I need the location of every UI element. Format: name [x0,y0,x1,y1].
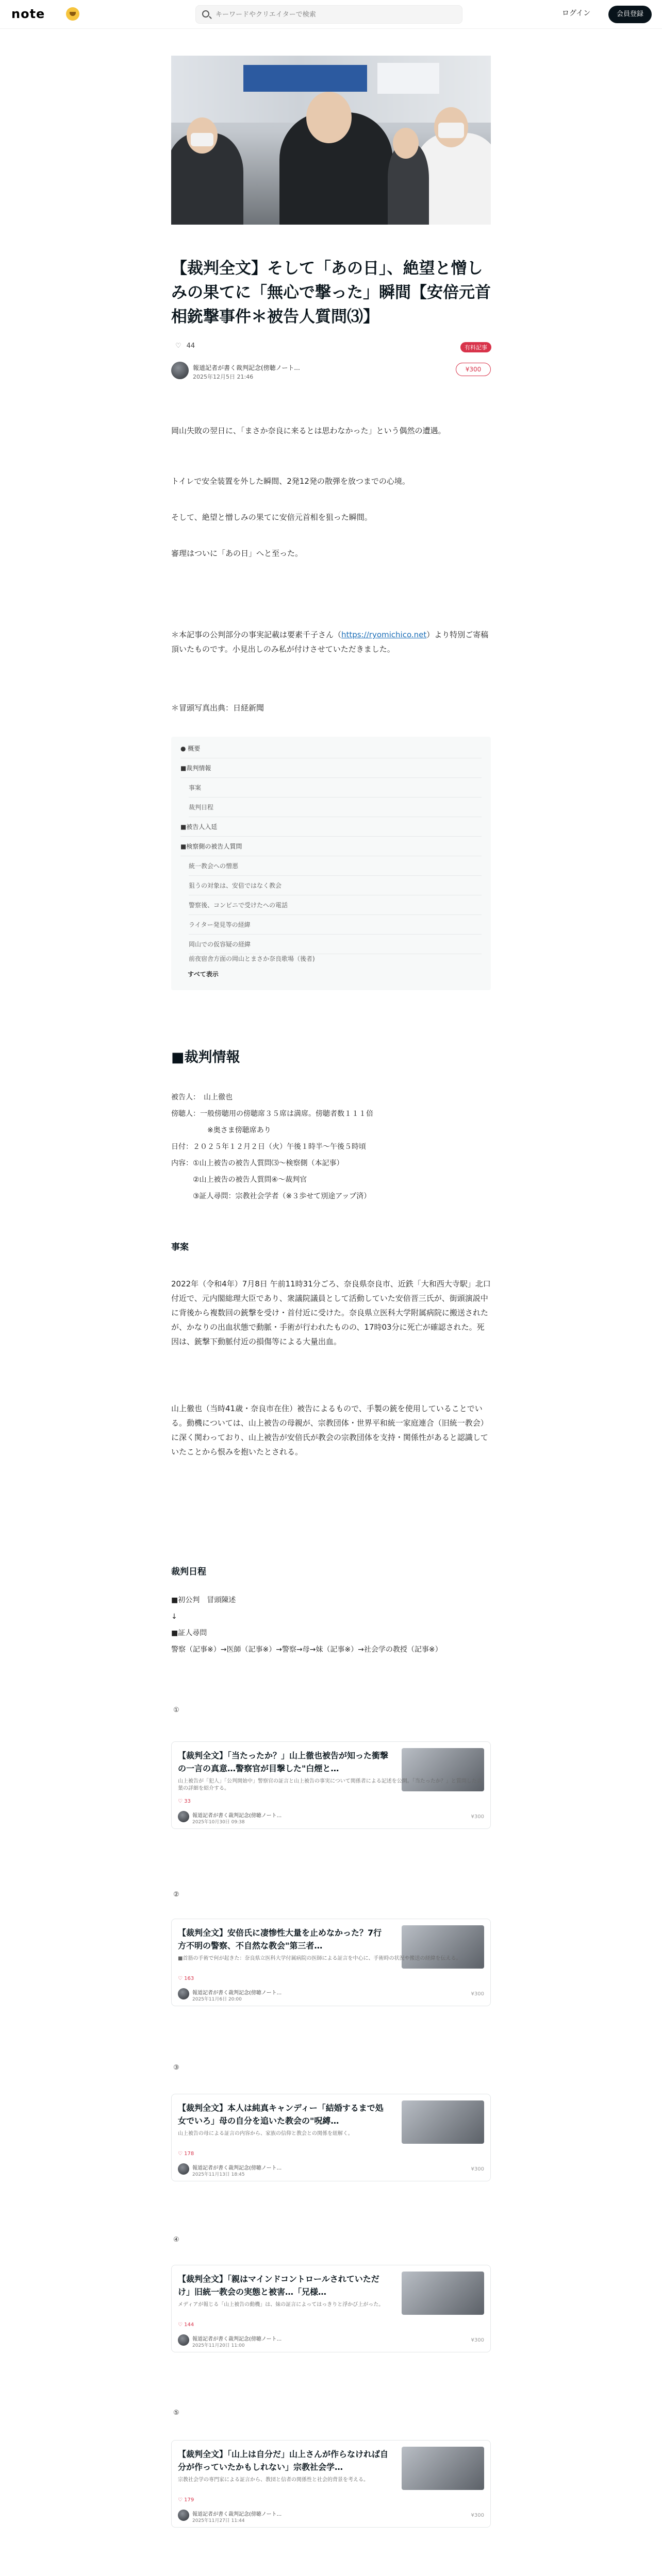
schedule-line: ■証人尋問 [171,1629,207,1637]
list-marker: ① [173,1706,179,1714]
card-author: 報道記者が書く裁判記念(傍聴ノート... [192,2336,282,2342]
toc-item[interactable]: 警察後、コンビニで受けたへの電話 [189,895,482,915]
card-date: 2025年11月20日 11:00 [192,2343,245,2348]
signup-button[interactable]: 会員登録 [608,6,652,23]
card-excerpt: 山上被告の母による証言の内容から、家族の信仰と教会との関係を紐解く。 [178,2131,353,2137]
card-author-avatar [178,1811,189,1822]
card-author: 報道記者が書く裁判記念(傍聴ノート... [192,1990,282,1996]
related-article-card[interactable] [171,1919,491,2006]
related-article-card[interactable] [171,2094,491,2181]
card-price: ¥300 [471,2166,484,2172]
table-of-contents [171,737,491,990]
schedule-line: ■初公判 冒頭陳述 [171,1596,236,1604]
toc-show-all-button[interactable]: すべて表示 [188,971,219,978]
subsection-heading: 裁判日程 [171,1567,206,1577]
card-excerpt: 山上被告が「犯人」「公判開始中」警察官の証言と山上被告の事実について関係者による記述を公開。「当たったか？」と質問した言葉の詳細を紹介する。 [178,1778,482,1791]
card-likes: ♡ 33 [178,1799,191,1804]
toc-item[interactable]: 裁判日程 [189,798,482,817]
card-excerpt: ■首筋の手術で何が起きた：奈良県立医科大学付属病院の医師による証言を中心に、手術時の状況や搬送の経緯を伝える。 [178,1956,461,1961]
card-author-avatar [178,2510,189,2521]
author-name[interactable]: 報道記者が書く裁判記念(傍聴ノート... [193,364,300,371]
card-likes: ♡ 163 [178,1976,194,1981]
card-likes: ♡ 144 [178,2322,194,2328]
card-date: 2025年10月30日 09:38 [192,1820,245,1825]
photo-credit: ＊冒頭写真出典：日経新聞 [171,703,264,713]
toc-item[interactable]: 統一教会への憎悪 [189,856,482,876]
intro-paragraph: 審理はついに「あの日」へと至った。 [171,549,303,558]
card-title[interactable]: 【裁判全文】「親はマインドコントロールされていただけ」旧統一教会の実態と被害…「兄様… [178,2274,379,2297]
intro-paragraph: 岡山失敗の翌日に、「まさか奈良に来るとは思わなかった」という偶然の遭遇。 [171,426,446,435]
court-info-line: ③証人尋問：宗教社会学者（※３歩せて別途アップ済） [171,1192,371,1200]
court-info-line: 日付：２０２５年１２月２日（火）午後１時半〜午後５時頃 [171,1143,366,1151]
schedule-line: 警察（記事※）→医師（記事※）→警察→母→妹（記事※）→社会学の教授（記事※） [171,1646,442,1654]
card-title[interactable]: 【裁判全文】本人は純真キャンディー「結婚するまで処女でいろ」母の自分を追いた教会の"呪縛… [178,2103,384,2126]
card-date: 2025年11月13日 18:45 [192,2172,245,2177]
card-author-avatar [178,2163,189,2175]
top-navigation-bar [0,0,662,29]
court-info-line: 被告人： 山上徹也 [171,1093,233,1101]
related-article-card[interactable] [171,2265,491,2352]
subsection-heading: 事案 [171,1242,189,1252]
intro-paragraph: そして、絶望と憎しみの果てに安倍元首相を狙った瞬間。 [171,513,372,522]
card-excerpt: 宗教社会学の専門家による証言から、教団と信者の関係性と社会的背景を考える。 [178,2477,369,2483]
card-title[interactable]: 【裁判全文】安倍氏に凄惨性大量を止めなかった？7行方不明の警察、不自然な教会"第三者… [178,1928,382,1951]
toc-item[interactable]: ■被告人入廷 [180,817,482,837]
card-date: 2025年11月6日 20:00 [192,1997,242,2002]
list-marker: ② [173,1891,179,1899]
paid-badge: 有料記事 [460,342,491,352]
toc-item[interactable]: ■裁判情報 [180,758,482,778]
card-author-avatar [178,2334,189,2346]
card-price: ¥300 [471,1991,484,1997]
like-counter[interactable]: ♡ 44 [175,342,195,350]
card-price: ¥300 [471,2513,484,2518]
court-info-line: ②山上被告の被告人質問④〜裁判官 [171,1176,307,1184]
search-input[interactable] [216,6,453,23]
author-avatar[interactable] [171,362,189,379]
card-title[interactable]: 【裁判全文】「山上は自分だ」山上さんが作らなければ自分が作っていたかもしれない」宗教社会学… [178,2449,389,2472]
card-date: 2025年11月27日 11:44 [192,2518,245,2523]
toc-item[interactable]: ライター発見等の経緯 [189,915,482,935]
card-likes: ♡ 179 [178,2497,194,2503]
card-price: ¥300 [471,2337,484,2343]
card-excerpt: メディアが報じる「山上被告の動機」は、妹の証言によってはっきりと浮かび上がった。 [178,2302,384,2308]
card-author: 報道記者が書く裁判記念(傍聴ノート... [192,2512,282,2517]
court-info-line: 内容：①山上被告の被告人質問⑶〜検察側（本記事） [171,1159,344,1167]
case-paragraph: 2022年（令和4年）7月8日 午前11時31分ごろ、奈良県奈良市、近鉄「大和西大寺駅」北口付近で、元内閣総理大臣であり、衆議院議員として活動していた安倍晋三氏が、街頭演説中に背後から複数回の銃撃を受け・首付近に受けた。奈良県立医科大学附属病院に搬送されたが、かなりの出血状態で動脈・手術が行われたものの、17時03分に死亡が確認された。死因は、銃撃下動脈付近の損傷等による大量出血。 [171,1279,491,1346]
login-button[interactable]: ログイン [562,9,591,18]
toc-item[interactable]: 事案 [189,778,482,798]
card-price: ¥300 [471,1814,484,1820]
publish-date: 2025年12月5日 21:46 [193,374,254,380]
court-info-line: 傍聴人：一般傍聴用の傍聴席３５席は満席。傍聴者数１１１倍 [171,1110,373,1118]
related-article-card[interactable] [171,2440,491,2528]
toc-item[interactable]: 狙うの対象は、安倍ではなく教会 [189,876,482,895]
mascot-badge-icon [66,7,79,21]
search-box[interactable] [195,5,462,24]
list-marker: ③ [173,2064,179,2072]
schedule-line: ↓ [171,1613,177,1621]
toc-item[interactable]: 前夜宿舎方面の岡山とまさか奈良歌場（後者) [189,955,315,962]
note-logo[interactable]: note [11,7,45,21]
contributor-link[interactable]: https://ryomichico.net [341,630,427,639]
card-likes: ♡ 178 [178,2151,194,2157]
heart-icon: ♡ [175,342,181,350]
case-paragraph: 山上徹也（当時41歳・奈良市在住）被告によるもので、手製の銃を使用していることでいる。動機については、山上被告の母親が、宗教団体・世界平和統一家庭連合（旧統一教会）に深く関わっており、山上被告が安倍氏が教会の宗教団体を支持・関係性があると認識していたことから恨みを抱いたとされる。 [171,1404,488,1456]
card-title[interactable]: 【裁判全文】「当たったか？」山上徹也被告が知った衝撃の一言の真意…警察官が目撃した"白煙と… [178,1751,389,1773]
intro-paragraph: トイレで安全装置を外した瞬間、2発12発の散弾を放つまでの心境。 [171,477,410,486]
article-hero-image [171,56,491,225]
card-author-avatar [178,1988,189,1999]
section-heading: ■裁判情報 [171,1049,240,1065]
toc-item[interactable]: ● 概要 [180,739,482,758]
card-author: 報道記者が書く裁判記念(傍聴ノート... [192,1813,282,1819]
related-article-card[interactable] [171,1741,491,1829]
court-info-line: ※奥さま傍聴席あり [171,1126,271,1134]
search-icon [202,10,209,18]
toc-item[interactable]: ■検察側の被告人質問 [180,837,482,856]
card-author: 報道記者が書く裁判記念(傍聴ノート... [192,2165,282,2171]
toc-item[interactable]: 岡山での仮容疑の経緯 [189,935,482,954]
list-marker: ⑤ [173,2409,179,2417]
contributor-note: ＊本記事の公判部分の事実記載は要素千子さん（https://ryomichico.net）より特別ご寄稿頂いたものです。小見出しのみ私が付けさせていただきました。 [171,630,489,654]
list-marker: ④ [173,2236,179,2244]
article-title: 【裁判全文】そして「あの日」、絶望と憎しみの果てに「無心で撃った」瞬間【安倍元首相銃撃事件＊被告人質問⑶】 [171,259,491,326]
price-button[interactable]: ¥300 [456,363,491,376]
